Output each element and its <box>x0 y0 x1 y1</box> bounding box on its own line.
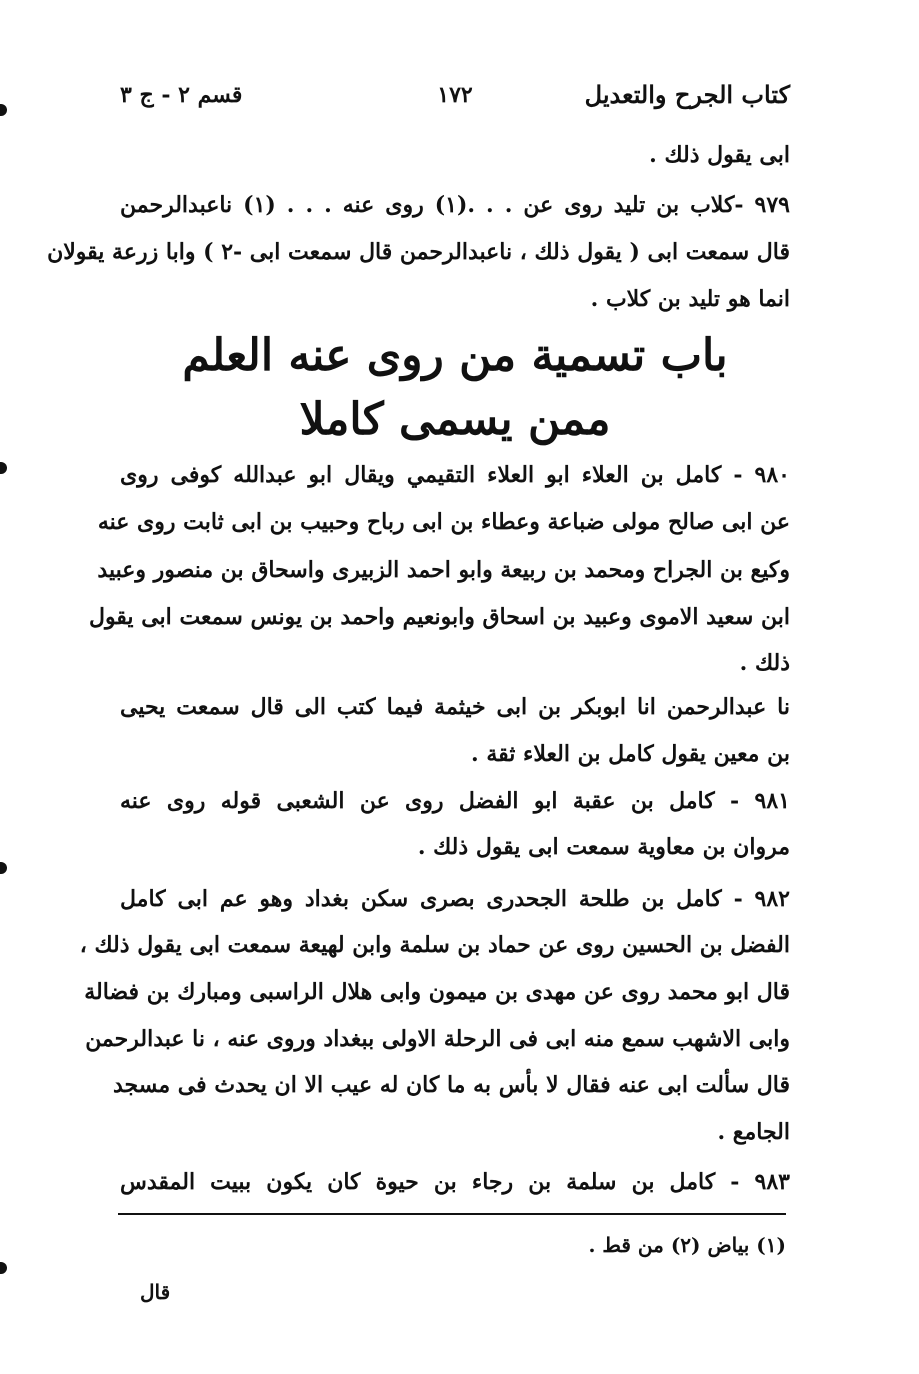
text-line: ٩٧٩ -كلاب بن تليد روى عن . . .(١) روى عنه . . . (١) ناعبدالرحمن <box>120 192 790 218</box>
entry-line: ذلك . <box>739 650 790 676</box>
edge-ink-mark <box>0 104 7 116</box>
entry-line: الجامع . <box>717 1119 790 1145</box>
entry-line: ٩٨٣ - كامل بن سلمة بن رجاء بن حيوة كان يكون ببيت المقدس <box>120 1169 790 1195</box>
entry-line: قال ابو محمد روى عن مهدى بن ميمون وابى هلال الراسبى ومبارك بن فضالة <box>84 979 790 1005</box>
chapter-title: باب تسمية من روى عنه العلم <box>182 330 728 381</box>
chapter-subtitle: ممن يسمى كاملا <box>299 394 611 445</box>
footnote: (١) بياض (٢) من قط . <box>588 1233 786 1257</box>
edge-ink-mark <box>0 1262 7 1274</box>
text-line: قال سمعت ابى ( يقول ذلك ، ناعبدالرحمن قال سمعت ابى -٢ ) وابا زرعة يقولان <box>47 239 790 265</box>
catchword: قال <box>140 1280 171 1304</box>
edge-ink-mark <box>0 462 7 474</box>
entry-line: الفضل بن الحسين روى عن حماد بن سلمة وابن لهيعة سمعت ابى يقول ذلك ، <box>79 932 790 958</box>
text-line: ابى يقول ذلك . <box>649 142 790 168</box>
entry-line: ٩٨٢ - كامل بن طلحة الجحدرى بصرى سكن بغداد وهو عم ابى كامل <box>120 886 790 912</box>
edge-ink-mark <box>0 862 7 874</box>
entry-line: بن معين يقول كامل بن العلاء ثقة . <box>471 741 790 767</box>
entry-line: قال سألت ابى عنه فقال لا بأس به ما كان له عيب الا ان يحدث فى مسجد <box>112 1072 790 1098</box>
entry-line: ابن سعيد الاموى وعبيد بن اسحاق وابونعيم واحمد بن يونس سمعت ابى يقول <box>88 604 790 630</box>
entry-line: مروان بن معاوية سمعت ابى يقول ذلك . <box>417 834 790 860</box>
entry-line: ٩٨١ - كامل بن عقبة ابو الفضل روى عن الشعبى قوله روى عنه <box>120 788 790 814</box>
entry-line: ٩٨٠ - كامل بن العلاء ابو العلاء التقيمي ويقال ابو عبدالله كوفى روى <box>120 462 790 488</box>
entry-line: نا عبدالرحمن انا ابوبكر بن ابى خيثمة فيما كتب الى قال سمعت يحيى <box>120 694 790 720</box>
book-title: كتاب الجرح والتعديل <box>584 80 790 109</box>
entry-line: عن ابى صالح مولى ضباعة وعطاء بن ابى رباح وحبيب بن ابى ثابت روى عنه <box>97 509 790 535</box>
page-number: ١٧٢ <box>437 82 473 108</box>
entry-line: وابى الاشهب سمع منه ابى فى الرحلة الاولى ببغداد وروى عنه ، نا عبدالرحمن <box>85 1026 790 1052</box>
entry-line: وكيع بن الجراح ومحمد بن ربيعة وابو احمد الزبيرى واسحاق بن منصور وعبيد <box>97 557 790 583</box>
running-header <box>120 80 790 124</box>
section-label: قسم ٢ - ج ٣ <box>120 82 243 108</box>
footnote-divider <box>118 1213 786 1215</box>
text-line: انما هو تليد بن كلاب . <box>590 286 790 312</box>
